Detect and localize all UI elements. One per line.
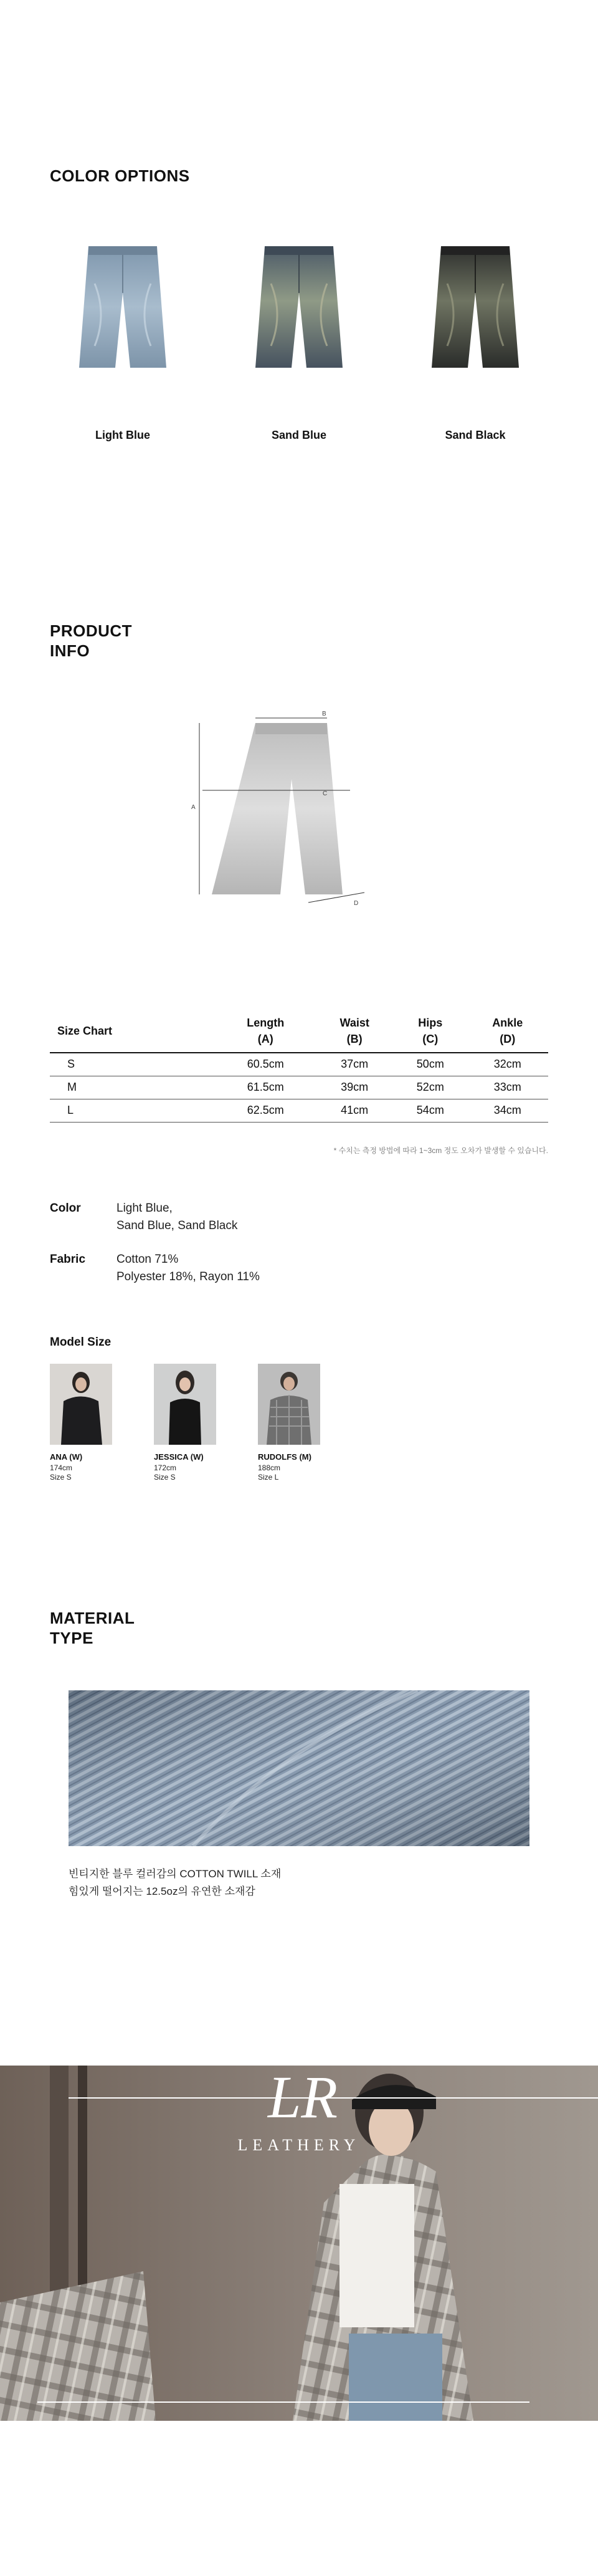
shorts-image [60, 246, 185, 371]
material-desc-line1: 빈티지한 블루 컬러감의 COTTON TWILL 소재 [69, 1868, 282, 1880]
table-row [50, 1076, 548, 1099]
color-swatch-light-blue[interactable] [60, 246, 185, 371]
model-height-jessica: 172cm [154, 1463, 177, 1472]
model-photo-jessica[interactable] [154, 1364, 216, 1445]
color-label-sand-blue: Sand Blue [271, 429, 326, 441]
model-photo-ana[interactable] [50, 1364, 112, 1445]
color-swatch-sand-blue[interactable] [237, 246, 361, 371]
model-name-jessica: JESSICA (W) [154, 1452, 204, 1462]
material-desc-line2: 힘있게 떨어지는 12.5oz의 유연한 소재감 [69, 1885, 255, 1897]
length-cell: 62.5cm [216, 1099, 315, 1122]
color-info-value-line2: Sand Blue, Sand Black [116, 1219, 238, 1232]
brand-name: LEATHERY [237, 2136, 361, 2154]
model-size-rudolfs: Size L [258, 1473, 279, 1482]
hips-cell: 54cm [394, 1099, 467, 1122]
ankle-cell: 33cm [467, 1076, 548, 1099]
ankle-cell: 34cm [467, 1099, 548, 1122]
color-options-title: COLOR OPTIONS [50, 166, 190, 185]
model-photo-rudolfs[interactable] [258, 1364, 320, 1445]
dim-label-d: D [354, 900, 359, 907]
table-row [50, 1053, 548, 1076]
fabric-closeup-image [69, 1690, 529, 1846]
size-note: * 수치는 측정 방법에 따라 1~3cm 정도 오차가 발생할 수 있습니다. [333, 1146, 548, 1155]
size-chart-table [50, 1010, 548, 1123]
fabric-info-value-line1: Cotton 71% [116, 1253, 179, 1266]
waist-cell: 37cm [315, 1053, 394, 1076]
shorts-measurement-diagram [187, 711, 399, 910]
model-image [50, 1364, 112, 1445]
material-type-title-line1: MATERIAL [50, 1609, 135, 1627]
model-image [258, 1364, 320, 1445]
length-header: Length (A) [216, 1010, 315, 1053]
ankle-header: Ankle (D) [467, 1010, 548, 1053]
size-diagram [187, 711, 399, 910]
hips-header: Hips (C) [394, 1010, 467, 1053]
color-label-sand-black: Sand Black [445, 429, 506, 441]
hips-cell: 52cm [394, 1076, 467, 1099]
product-info-title-line2: INFO [50, 641, 90, 660]
color-swatch-sand-black[interactable] [413, 246, 538, 371]
fabric-info-value-line2: Polyester 18%, Rayon 11% [116, 1270, 260, 1283]
waist-header: Waist (B) [315, 1010, 394, 1053]
denim-texture [69, 1690, 529, 1846]
size-cell: M [50, 1076, 216, 1099]
model-size-jessica: Size S [154, 1473, 176, 1482]
table-row [50, 1099, 548, 1122]
waist-cell: 39cm [315, 1076, 394, 1099]
dim-label-b: B [322, 711, 326, 717]
model-size-title: Model Size [50, 1336, 112, 1349]
size-cell: S [50, 1053, 216, 1076]
shorts-image [413, 246, 538, 371]
model-name-rudolfs: RUDOLFS (M) [258, 1452, 311, 1462]
size-chart-header: Size Chart [50, 1010, 216, 1053]
fabric-info-label: Fabric [50, 1253, 86, 1266]
model-height-ana: 174cm [50, 1463, 73, 1472]
ankle-cell: 32cm [467, 1053, 548, 1076]
dim-label-c: C [323, 790, 328, 797]
product-info-title-line1: PRODUCT [50, 621, 133, 640]
color-info-value-line1: Light Blue, [116, 1202, 173, 1215]
material-type-title-line2: TYPE [50, 1629, 93, 1647]
size-chart-header-row [50, 1010, 548, 1053]
model-name-ana: ANA (W) [50, 1452, 83, 1462]
color-label-light-blue: Light Blue [95, 429, 150, 441]
dim-label-a: A [191, 804, 196, 811]
length-cell: 61.5cm [216, 1076, 315, 1099]
model-height-rudolfs: 188cm [258, 1463, 281, 1472]
hips-cell: 50cm [394, 1053, 467, 1076]
waist-cell: 41cm [315, 1099, 394, 1122]
brand-monogram: LR [268, 2064, 338, 2130]
model-size-ana: Size S [50, 1473, 72, 1482]
color-info-label: Color [50, 1202, 81, 1215]
length-cell: 60.5cm [216, 1053, 315, 1076]
size-cell: L [50, 1099, 216, 1122]
model-image [154, 1364, 216, 1445]
shorts-image [237, 246, 361, 371]
